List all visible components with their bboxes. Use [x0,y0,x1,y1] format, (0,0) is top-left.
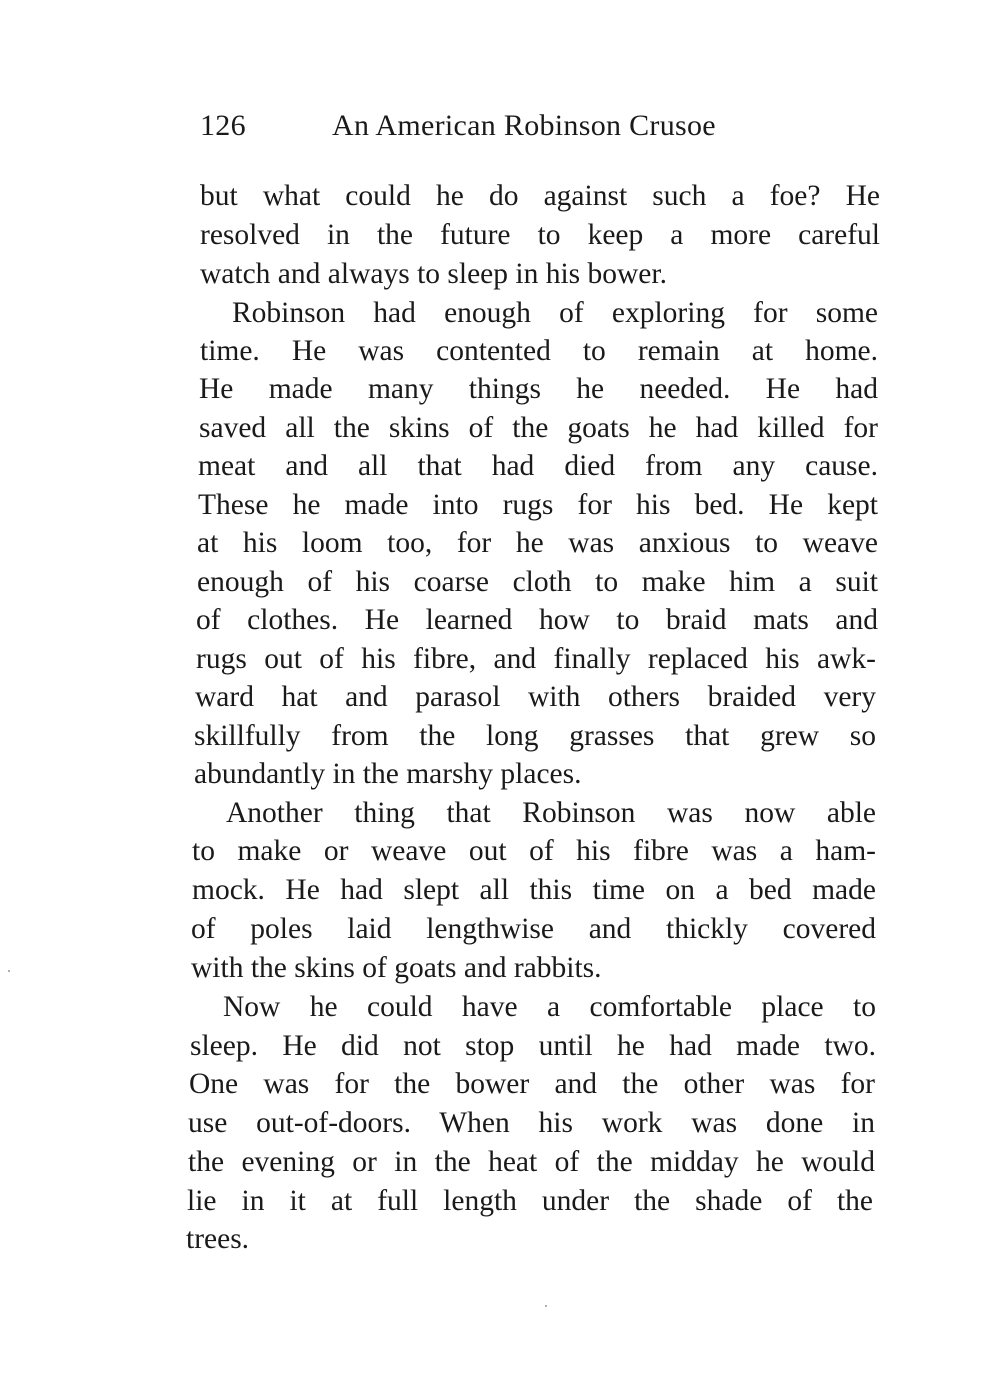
text-line: Another thing that Robinson was now able [226,797,876,829]
text-line: of poles laid lengthwise and thickly covered [191,913,876,945]
text-line: time. He was contented to remain at home. [200,335,878,367]
text-line: watch and always to sleep in his bower. [200,258,667,290]
text-line: One was for the bower and the other was for [189,1068,875,1100]
text-line: sleep. He did not stop until he had made two. [190,1030,876,1062]
page-number: 126 [200,109,246,142]
text-line: Robinson had enough of exploring for some [232,297,878,329]
text-line: mock. He had slept all this time on a bed made [192,874,876,906]
text-line: with the skins of goats and rabbits. [191,952,602,984]
scan-speck [8,970,10,972]
text-line: abundantly in the marshy places. [194,758,582,790]
text-line: to make or weave out of his fibre was a ham- [192,835,876,867]
text-line: use out-of-doors. When his work was done in [188,1107,875,1139]
text-line: but what could he do against such a foe? He [200,180,880,212]
text-line: the evening or in the heat of the midday he would [188,1146,875,1178]
text-line: lie in it at full length under the shade of the [187,1185,873,1217]
text-line: rugs out of his fibre, and finally replaced his awk- [196,643,876,675]
text-line: saved all the skins of the goats he had killed for [199,412,878,444]
text-line: resolved in the future to keep a more careful [200,219,880,251]
text-line: at his loom too, for he was anxious to weave [197,527,878,559]
text-line: enough of his coarse cloth to make him a suit [197,566,878,598]
text-line: trees. [186,1223,250,1255]
text-line: These he made into rugs for his bed. He kept [198,489,878,521]
text-line: skillfully from the long grasses that grew so [194,720,876,752]
text-line: Now he could have a comfortable place to [223,991,876,1023]
text-line: He made many things he needed. He had [199,373,878,405]
text-line: meat and all that had died from any cause. [198,450,878,482]
scan-speck [545,1305,547,1307]
text-line: of clothes. He learned how to braid mats and [196,604,878,636]
text-line: ward hat and parasol with others braided very [195,681,876,713]
running-head [200,104,880,148]
book-title: An American Robinson Crusoe [332,109,716,142]
